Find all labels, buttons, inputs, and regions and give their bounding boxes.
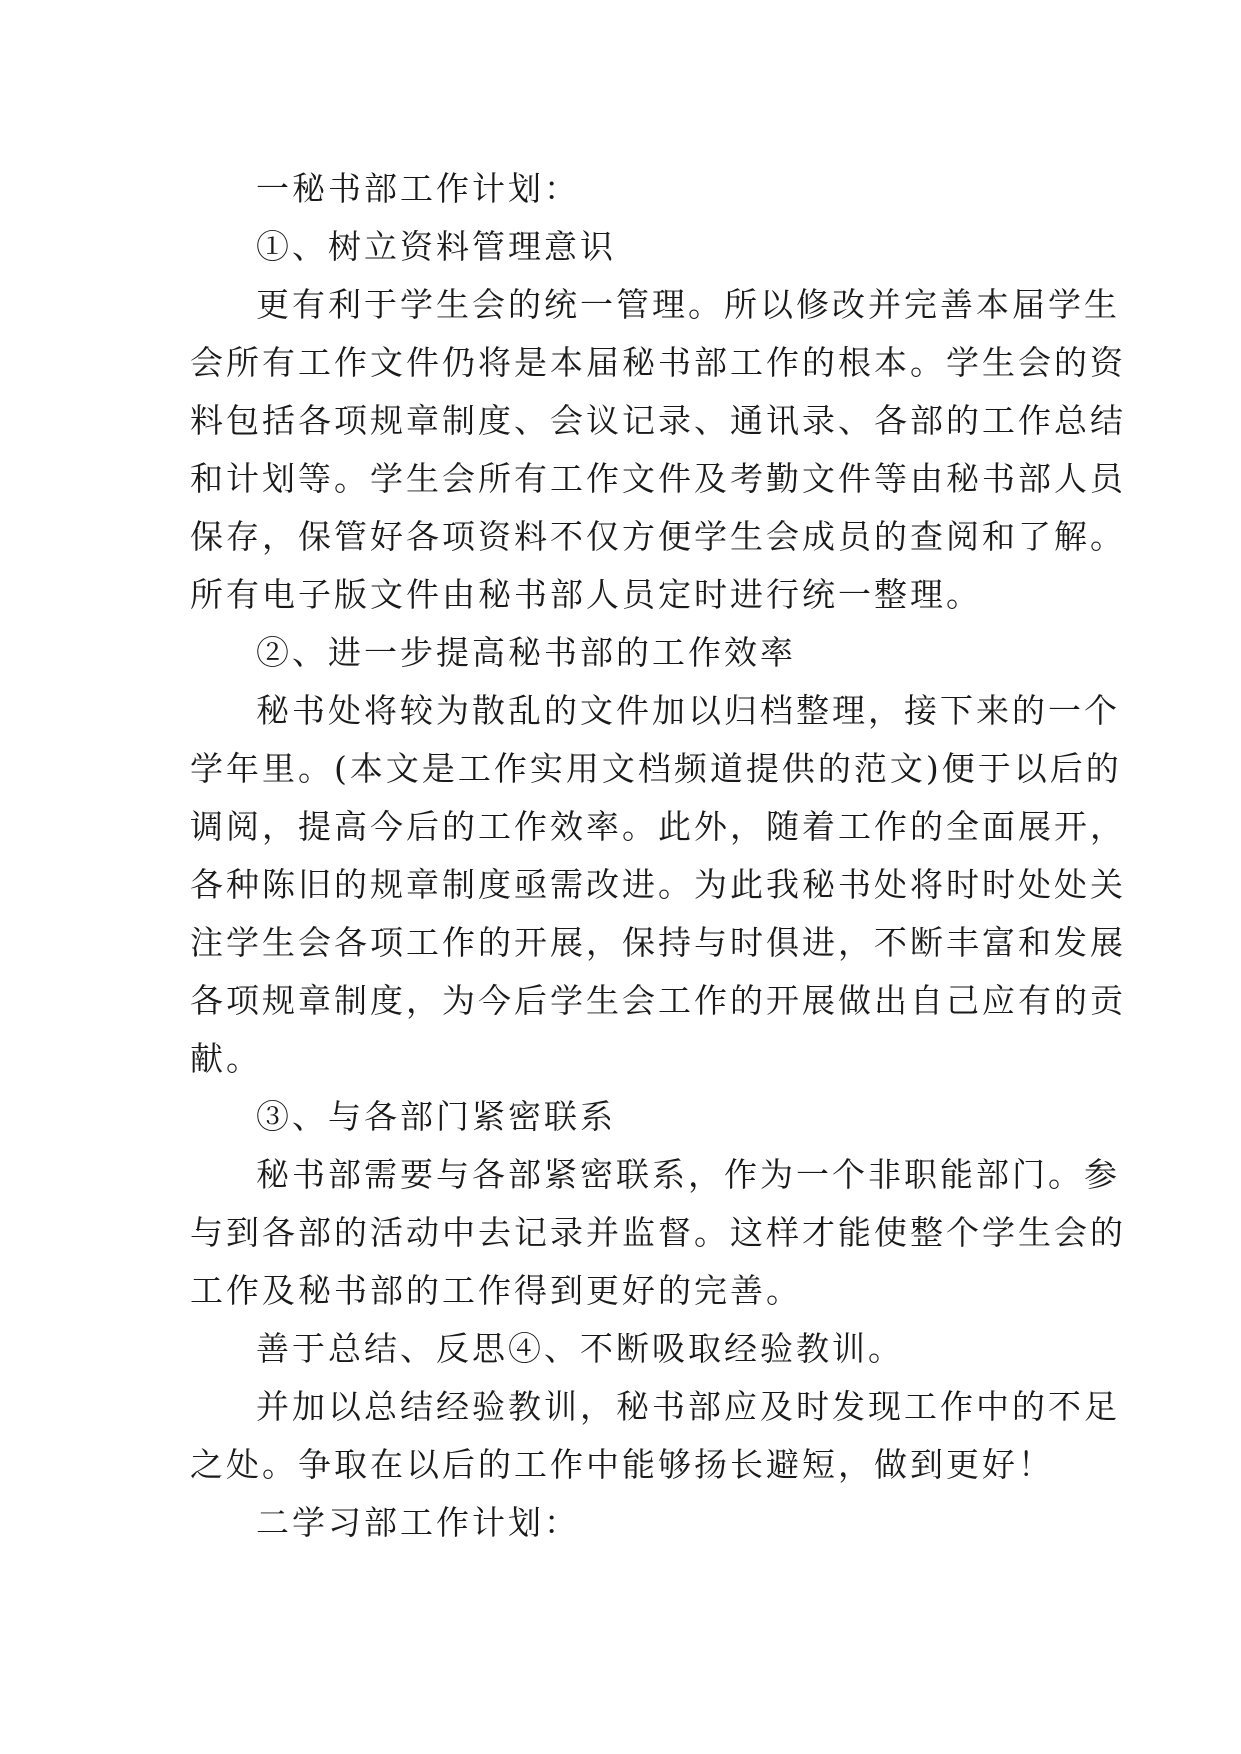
paragraph-line: 工作及秘书部的工作得到更好的完善。	[190, 1271, 802, 1310]
paragraph-line: 并加以总结经验教训，秘书部应及时发现工作中的不足	[256, 1387, 1120, 1426]
paragraph-line: 与到各部的活动中去记录并监督。这样才能使整个学生会的	[190, 1213, 1126, 1252]
paragraph-line: 会所有工作文件仍将是本届秘书部工作的根本。学生会的资	[190, 343, 1126, 382]
paragraph-line: 学年里。(本文是工作实用文档频道提供的范文)便于以后的	[190, 749, 1122, 788]
paragraph-line: 秘书部需要与各部紧密联系，作为一个非职能部门。参	[256, 1155, 1120, 1194]
paragraph-line: 料包括各项规章制度、会议记录、通讯录、各部的工作总结	[190, 401, 1126, 440]
section-heading-study: 二学习部工作计划：	[256, 1503, 580, 1542]
paragraph-line: 保存，保管好各项资料不仅方便学生会成员的查阅和了解。	[190, 517, 1126, 556]
paragraph-line: 和计划等。学生会所有工作文件及考勤文件等由秘书部人员	[190, 459, 1126, 498]
subheading-1: ①、树立资料管理意识	[256, 227, 616, 266]
paragraph-line: 各项规章制度，为今后学生会工作的开展做出自己应有的贡	[190, 981, 1126, 1020]
paragraph-line: 调阅，提高今后的工作效率。此外，随着工作的全面展开，	[190, 807, 1126, 846]
paragraph-line: 所有电子版文件由秘书部人员定时进行统一整理。	[190, 575, 982, 614]
subheading-3: ③、与各部门紧密联系	[256, 1097, 616, 1136]
paragraph-line: 更有利于学生会的统一管理。所以修改并完善本届学生	[256, 285, 1120, 324]
paragraph-line: 献。	[190, 1039, 262, 1078]
subheading-4: 善于总结、反思④、不断吸取经验教训。	[256, 1329, 904, 1368]
subheading-2: ②、进一步提高秘书部的工作效率	[256, 633, 796, 672]
section-heading-secretary: 一秘书部工作计划：	[256, 169, 580, 208]
paragraph-line: 之处。争取在以后的工作中能够扬长避短，做到更好！	[190, 1445, 1054, 1484]
paragraph-line: 各种陈旧的规章制度亟需改进。为此我秘书处将时时处处关	[190, 865, 1126, 904]
paragraph-line: 注学生会各项工作的开展，保持与时俱进，不断丰富和发展	[190, 923, 1126, 962]
paragraph-line: 秘书处将较为散乱的文件加以归档整理，接下来的一个	[256, 691, 1120, 730]
document-body	[190, 160, 1126, 1552]
